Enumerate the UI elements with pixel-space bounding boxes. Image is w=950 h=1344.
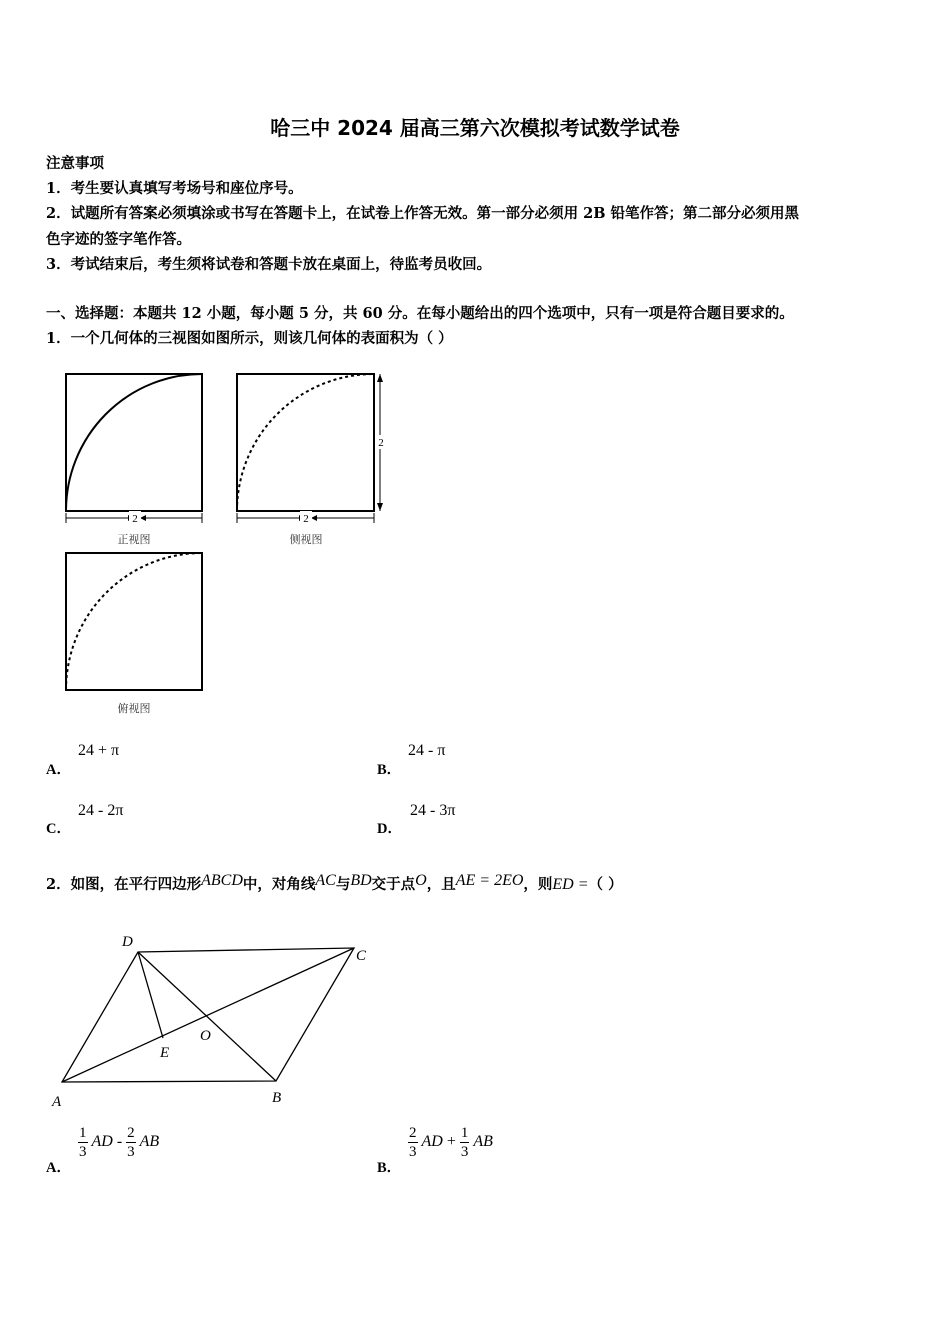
point-o-label: O [200, 1028, 211, 1044]
three-view-figure [56, 366, 396, 726]
side-dim-label-h: 2 [303, 513, 309, 525]
q2-stem-part: 交于点 [371, 876, 416, 893]
q1-option-c-value: 24 - 2π [78, 802, 124, 819]
question-2-stem [46, 872, 623, 894]
top-view-caption: 俯视图 [117, 702, 151, 715]
point-e-label: E [160, 1045, 170, 1061]
front-view [66, 374, 202, 546]
notice-item-3: 3．考试结束后，考生须将试卷和答题卡放在桌面上，待监考员收回。 [46, 256, 492, 273]
q2-stem-math: O [415, 872, 427, 889]
q2-stem-math: BD [350, 872, 372, 889]
q2-stem-part: 中，对角线 [242, 876, 316, 893]
q1-option-b-label: B． [377, 762, 402, 778]
point-d-label: D [122, 934, 133, 950]
notice-item-2-cont: 色字迹的签字笔作答。 [46, 231, 191, 248]
q2-option-a-label: A． [46, 1160, 71, 1176]
q1-option-b-value: 24 - π [408, 742, 446, 759]
side-view [237, 374, 386, 546]
side-dim-label-v: 2 [378, 437, 384, 449]
fraction: $\frac{2}{3}$ [409, 1125, 417, 1160]
fraction: $\frac{2}{3}$ [127, 1125, 135, 1160]
q1-option-d-label: D． [377, 821, 402, 837]
notice-item-1: 1．考生要认真填写考场号和座位序号。 [46, 180, 303, 197]
q2-stem-part: 2．如图，在平行四边形 [46, 876, 202, 893]
q2-stem-math: ED = [552, 876, 589, 893]
q1-option-a-label: A． [46, 762, 71, 778]
fraction: $\frac{1}{3}$ [460, 1125, 469, 1160]
q2-stem-part: （ ） [588, 876, 623, 893]
front-dim-label: 2 [132, 513, 138, 525]
fraction: $\frac{1}{3}$ [79, 1125, 87, 1160]
q1-option-c-label: C． [46, 821, 71, 837]
q2-stem-math: AC [315, 872, 336, 889]
question-1-stem: 1．一个几何体的三视图如图所示，则该几何体的表面积为（ ） [46, 330, 453, 347]
section-heading: 一、选择题：本题共 12 小题，每小题 5 分，共 60 分。在每小题给出的四个选项中，只有一项是符合题目要求的。 [46, 305, 794, 322]
q1-option-a-value: 24 + π [78, 742, 120, 759]
q2-stem-part: ，则 [523, 876, 553, 893]
parallelogram-figure [46, 926, 386, 1112]
q2-stem-part: 与 [335, 876, 351, 893]
notice-item-2: 2．试题所有答案必须填涂或书写在答题卡上，在试卷上作答无效。第一部分必须用 2B 铅笔作答；第二部分必须用黑 [46, 205, 800, 222]
q2-stem-math: ABCD [201, 872, 243, 889]
point-a-label: A [52, 1094, 62, 1110]
q2-stem-part: ，且 [426, 876, 456, 893]
q2-option-b-value: $\frac{2}{3}$ AD + $\frac{1}{3}$ AB [409, 1125, 493, 1160]
notice-heading: 注意事项 [46, 155, 104, 172]
side-view-caption: 侧视图 [289, 533, 323, 546]
point-b-label: B [272, 1090, 282, 1106]
page-title: 哈三中 2024 届高三第六次模拟考试数学试卷 [270, 116, 680, 140]
q2-option-b-label: B． [377, 1160, 402, 1176]
top-view [66, 553, 202, 715]
q2-stem-math: AE = 2EO [455, 872, 524, 889]
q1-option-d-value: 24 - 3π [410, 802, 456, 819]
point-c-label: C [356, 948, 367, 964]
q2-option-a-value: $\frac{1}{3}$ AD - $\frac{2}{3}$ AB [79, 1125, 160, 1160]
front-view-caption: 正视图 [117, 533, 151, 546]
